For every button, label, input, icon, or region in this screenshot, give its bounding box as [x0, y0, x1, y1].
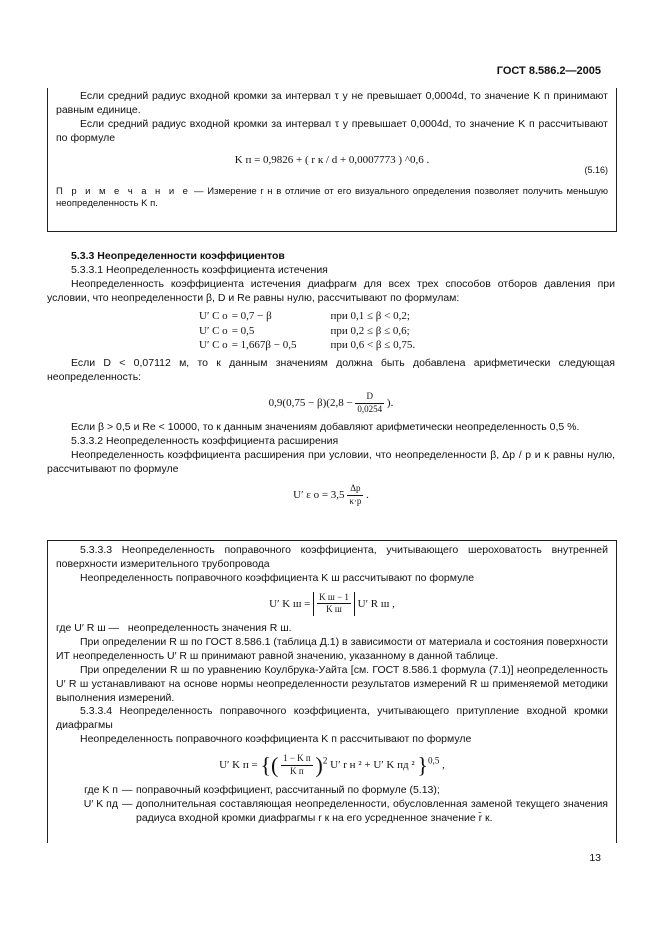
note [56, 186, 608, 211]
case-condition: при 0,1 ≤ β < 0,2; [330, 310, 410, 323]
paragraph: Если D < 0,07112 м, то к данным значениям должна быть добавлена арифметически следующая неопределенность: [47, 356, 615, 383]
paragraph: Неопределенность коэффициента истечения диафрагм для всех трех способов отборов давления при условии, что неопределенности β, D и Re равны нулю, рассчитывают по формулам: [47, 277, 615, 304]
paragraph: Если β > 0,5 и Re < 10000, то к данным значениям добавляют арифметически неопределенность 0,5 %. [71, 421, 580, 434]
paragraph: Если средний радиус входной кромки за интервал τ у превышает 0,0004d, то значение K п рассчитывают по формуле [56, 117, 608, 144]
case-lhs: U′ C о [199, 310, 228, 323]
formula-d-correction [47, 391, 615, 416]
case-row [199, 338, 419, 353]
dash: — [122, 797, 133, 810]
note-label: П р и м е ч а н и е [56, 185, 191, 197]
brace-close: } [417, 752, 428, 778]
case-condition: при 0,6 < β ≤ 0,75. [330, 339, 416, 352]
exponent: 0,5 [427, 755, 440, 766]
case-condition: при 0,2 ≤ β ≤ 0,6; [330, 324, 410, 337]
denominator: K ш [326, 604, 342, 615]
cases-table [199, 309, 419, 353]
formula-ksh [56, 592, 608, 617]
absolute-value [313, 592, 355, 617]
formula-number: (5.16) [584, 165, 608, 176]
formula-5-16 [56, 153, 608, 176]
where-desc: неопределенность значения R ш. [127, 622, 292, 635]
case-rhs: = 1,667β − 0,5 [231, 339, 297, 352]
case-lhs: U′ C о [199, 339, 228, 352]
formula-part: 0,9(0,75 − β)(2,8 − [268, 396, 353, 409]
paragraph: Неопределенность поправочного коэффициента K ш рассчитывают по формуле [80, 571, 475, 584]
where-clause [56, 622, 608, 636]
definition-row [56, 798, 608, 826]
definition-desc: поправочный коэффициент, рассчитанный по формуле (5.13); [136, 783, 440, 796]
definition-list [56, 784, 608, 826]
paragraph: Неопределенность поправочного коэффициента K п рассчитывают по формуле [80, 733, 472, 746]
bordered-block-bottom [47, 540, 617, 843]
fraction [317, 592, 351, 617]
note-text: — Измерение r н в отличие от его визуального определения позволяет получить меньшую неопределенность K п. [56, 185, 608, 210]
formula-part: U′ r н ² + U′ K пд ² [330, 758, 415, 771]
definition-term: где K п [84, 783, 118, 796]
case-row [199, 324, 419, 339]
formula-part: U′ K п = [219, 758, 258, 771]
subsection-title: 5.3.3.1 Неопределенность коэффициента истечения [71, 263, 328, 276]
formula-text: K п = 0,9826 + ( r к / d + 0,0007773 ) ^0,6 . [234, 154, 430, 167]
denominator: K п [290, 765, 304, 776]
bordered-block-top [47, 88, 617, 232]
paragraph: Если средний радиус входной кромки за интервал τ у не превышает 0,0004d, то значение K п принимают равным единице. [56, 90, 608, 116]
formula-part: U′ ε о = 3,5 [293, 488, 345, 501]
formula-part: ). [386, 396, 394, 409]
definition-desc: дополнительная составляющая неопределенности, обусловленная заменой текущего значения радиуса входной кромки диафрагмы r к на его усредненное значение r̄ к. [136, 797, 608, 824]
subsection-title: 5.3.3.2 Неопределенность коэффициента расширения [71, 435, 339, 448]
numerator: 1 − K п [281, 753, 313, 766]
paragraph: При определении R ш по ГОСТ 8.586.1 (таблица Д.1) в зависимости от материала и состояния поверхности ИТ неопределенность U′ R ш принимают равной значению, указанному в данной таблице. [56, 636, 608, 663]
fraction [347, 483, 363, 508]
definition-term: U′ K пд [83, 797, 118, 810]
subsection-title: 5.3.3.4 Неопределенность поправочного коэффициента, учитывающего притупление входной кромки диафрагмы [56, 705, 608, 732]
case-rhs: = 0,5 [231, 324, 255, 337]
brace-open: {( [260, 752, 279, 778]
paragraph: При определении R ш по уравнению Коулбрука-Уайта [см. ГОСТ 8.586.1 формула (7.1)] неопределенность U′ R ш устанавливают на основе нормы неопределенности результатов измерений R ш применяемой методики выполнения измерений. [56, 663, 608, 704]
numerator: K ш − 1 [317, 592, 351, 605]
where-term: где U′ R ш — [56, 622, 120, 635]
fraction [281, 753, 313, 778]
paren-close: ) [315, 752, 323, 778]
formula-part: . [366, 488, 369, 501]
formula-part: , [442, 758, 445, 771]
formula-kp: U′ K п = {( $\frac{\text{1 − K п}}{\text{K п}}$ )$^2$ U′ r н ² + U′ K пд ² }$^{0,5}$ , [219, 752, 445, 778]
case-lhs: U′ C о [199, 324, 228, 337]
denominator: 0,0254 [357, 403, 383, 414]
definition-row [56, 784, 608, 798]
denominator: κ·p [349, 495, 362, 506]
case-row [199, 309, 419, 324]
case-rhs: = 0,7 − β [231, 310, 272, 323]
subsection-title: 5.3.3.3 Неопределенность поправочного коэффициента, учитывающего шероховатость внутренней поверхности измерительного трубопровода [56, 544, 608, 570]
fraction [355, 391, 384, 416]
document-header: ГОСТ 8.586.2—2005 [496, 65, 601, 77]
formula-part: U′ K ш = [269, 597, 311, 610]
formula-expansion [47, 483, 615, 508]
section-heading: 5.3.3 Неопределенности коэффициентов [71, 250, 285, 262]
paragraph: Неопределенность коэффициента расширения при условии, что неопределенности β, Δp / p и κ равны нулю, рассчитывают по формуле [47, 449, 615, 476]
formula-part: U′ R ш , [357, 597, 395, 610]
dash: — [122, 783, 133, 796]
page-number: 13 [589, 852, 601, 864]
section-5-3-3 [47, 250, 615, 514]
numerator: D [355, 391, 384, 404]
numerator: Δp [347, 483, 363, 496]
